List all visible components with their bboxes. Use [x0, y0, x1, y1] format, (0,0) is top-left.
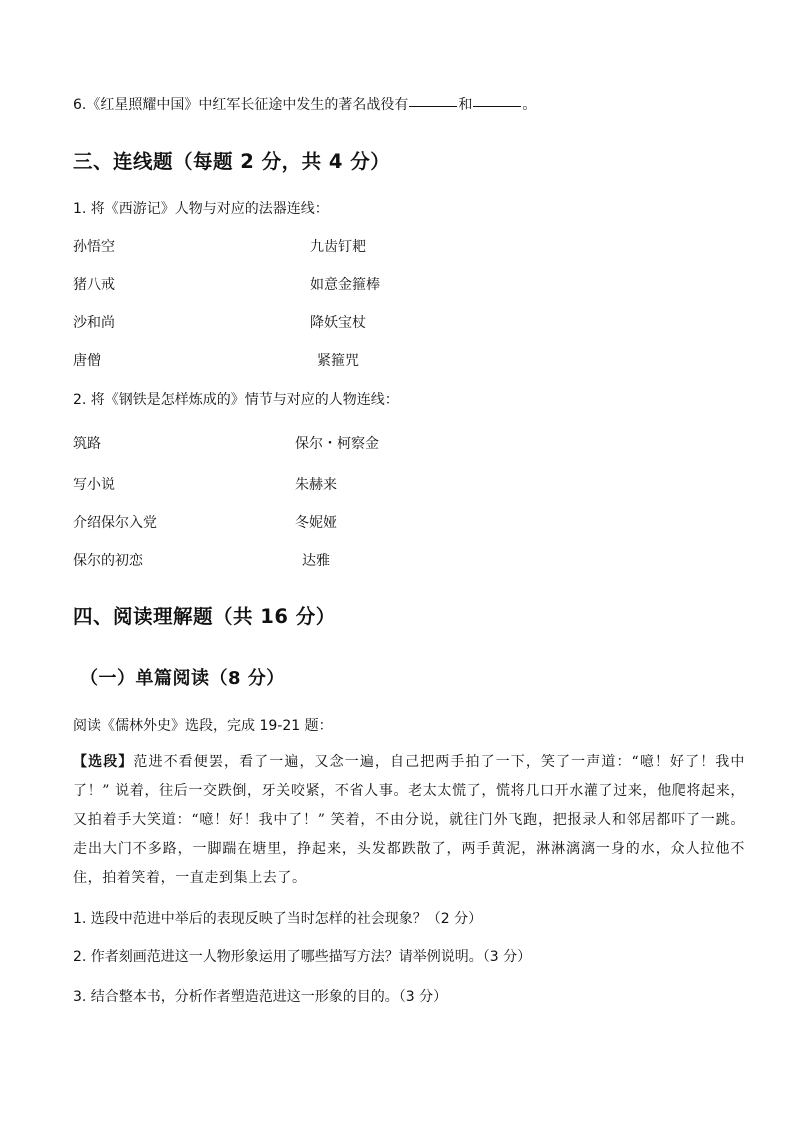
question-6-mid: 和	[458, 97, 473, 113]
matching-q1-right-2: 降妖宝杖	[310, 315, 366, 331]
reading-intro: 阅读《儒林外史》选段，完成 19-21 题：	[73, 718, 333, 734]
matching-q2-right-0: 保尔・柯察金	[295, 436, 379, 452]
matching-q1-left-1: 猪八戒	[73, 277, 115, 293]
matching-q1-right-0: 九齿钉耙	[310, 239, 366, 255]
reading-question-2: 2. 作者刻画范进这一人物形象运用了哪些描写方法？请举例说明。（3 分）	[73, 949, 532, 965]
reading-passage	[73, 748, 745, 893]
matching-q1-left-2: 沙和尚	[73, 315, 115, 331]
matching-q2-prompt: 2. 将《钢铁是怎样炼成的》情节与对应的人物连线：	[73, 392, 399, 408]
question-6	[73, 94, 536, 114]
subsection-1-heading: （一）单篇阅读（8 分）	[80, 668, 285, 689]
matching-q2-right-2: 冬妮娅	[295, 515, 337, 531]
matching-q1-right-1: 如意金箍棒	[310, 277, 380, 293]
answer-blank-2	[473, 105, 521, 107]
matching-q1-left-3: 唐僧	[73, 353, 101, 369]
matching-q2-left-0: 筑路	[73, 436, 101, 452]
reading-question-1: 1. 选段中范进中举后的表现反映了当时怎样的社会现象？（2 分）	[73, 911, 483, 927]
matching-q1-right-3: 紧箍咒	[317, 353, 359, 369]
section-3-heading: 三、连线题（每题 2 分，共 4 分）	[73, 150, 391, 173]
question-6-suffix: 。	[522, 97, 537, 113]
matching-q2-left-2: 介绍保尔入党	[73, 515, 157, 531]
section-4-heading: 四、阅读理解题（共 16 分）	[73, 605, 336, 628]
question-6-prefix: 6.《红星照耀中国》中红军长征途中发生的著名战役有	[73, 97, 409, 113]
passage-text: 范进不看便罢，看了一遍，又念一遍，自己把两手拍了一下，笑了一声道：“噫！好了！我中了！” 说着，往后一交跌倒，牙关咬紧，不省人事。老太太慌了，慌将几口开水灌了过来，他爬将起来，又拍着手大笑道：“噫！好！我中了！” 笑着，不由分说，就往门外飞跑，把报录人和邻居都吓了一跳。走出大门不多路，一脚踹在塘里，挣起来，头发都跌散了，两手黄泥，淋淋漓漓一身的水，众人拉他不住，拍着笑着，一直走到集上去了。	[73, 754, 745, 886]
matching-q2-left-3: 保尔的初恋	[73, 553, 143, 569]
matching-q2-right-1: 朱赫来	[295, 477, 337, 493]
reading-question-3: 3. 结合整本书，分析作者塑造范进这一形象的目的。（3 分）	[73, 989, 448, 1005]
answer-blank-1	[409, 105, 457, 107]
matching-q2-left-1: 写小说	[73, 477, 115, 493]
matching-q2-right-3: 达雅	[302, 553, 330, 569]
matching-q1-prompt: 1. 将《西游记》人物与对应的法器连线：	[73, 201, 329, 217]
matching-q1-left-0: 孙悟空	[73, 239, 115, 255]
passage-tag: 【选段】	[73, 754, 134, 770]
